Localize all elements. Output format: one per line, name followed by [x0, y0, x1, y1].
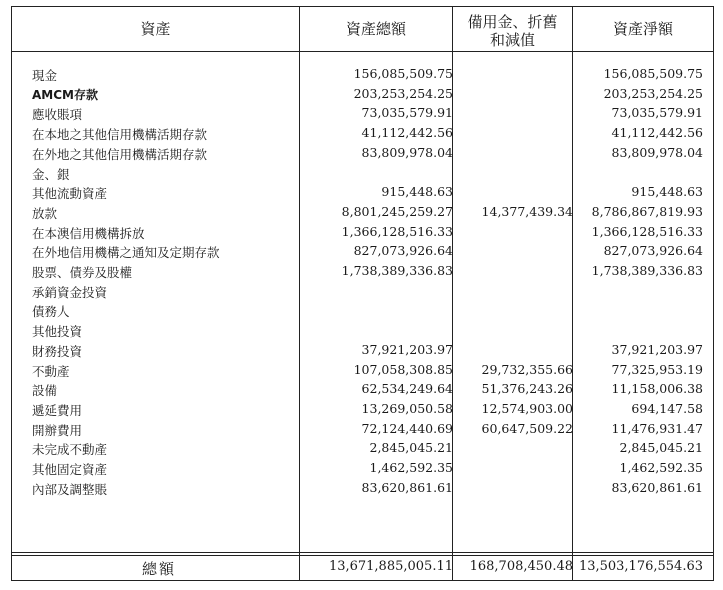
- row-total-assets: 83,809,978.04: [361, 144, 453, 160]
- table-row: [12, 301, 713, 321]
- table-row: [12, 262, 713, 282]
- row-total-assets: 13,269,050.58: [361, 400, 453, 416]
- row-total-assets: 83,620,861.61: [361, 479, 453, 495]
- row-net-assets: 73,035,579.91: [611, 105, 703, 121]
- row-label: 應收賬項: [32, 107, 83, 123]
- row-net-assets: 41,112,442.56: [611, 125, 703, 141]
- row-total-assets: 41,112,442.56: [361, 125, 453, 141]
- row-net-assets: 1,462,592.35: [619, 460, 703, 475]
- row-label: 在外地之其他信用機構活期存款: [32, 146, 208, 162]
- table-row: [12, 282, 713, 302]
- row-label: 遞延費用: [32, 402, 83, 418]
- row-total-assets: 2,845,045.21: [369, 440, 453, 456]
- row-label: 其他流動資產: [32, 186, 108, 202]
- table-row: [12, 380, 713, 400]
- row-net-assets: 83,620,861.61: [611, 479, 703, 495]
- row-total-assets: 1,366,128,516.33: [341, 223, 453, 239]
- table-row: [12, 65, 713, 85]
- table-row: [12, 124, 713, 144]
- row-label: 其他固定資產: [32, 462, 108, 477]
- table-row: [12, 183, 713, 203]
- table-row: [12, 341, 713, 361]
- row-label: 不動產: [32, 363, 70, 379]
- row-total-assets: 1,462,592.35: [369, 460, 453, 475]
- table-row: [12, 85, 713, 105]
- row-label: 未完成不動產: [32, 442, 108, 458]
- row-net-assets: 827,073,926.64: [603, 243, 703, 259]
- row-label: 在本澳信用機構拆放: [32, 225, 145, 241]
- table-row: [12, 400, 713, 420]
- row-net-assets: 11,158,006.38: [611, 381, 703, 397]
- row-label: 現金: [32, 68, 58, 83]
- total-row: [12, 555, 713, 580]
- row-label: 在外地信用機構之通知及定期存款: [32, 245, 220, 261]
- total-net-sum: 13,503,176,554.63: [578, 559, 703, 574]
- row-net-assets: 37,921,203.97: [611, 341, 703, 357]
- total-label: 總額: [142, 560, 177, 578]
- row-label: 開辦費用: [32, 422, 83, 438]
- total-provision-sum: 168,708,450.48: [469, 559, 573, 574]
- header-asset: 資產: [140, 20, 171, 38]
- row-total-assets: 62,534,249.64: [361, 381, 453, 397]
- row-net-assets: 915,448.63: [631, 184, 703, 200]
- row-total-assets: 203,253,254.25: [353, 85, 453, 101]
- row-provision: 14,377,439.34: [481, 203, 573, 219]
- table-row: [12, 242, 713, 262]
- row-provision: 29,732,355.66: [481, 361, 573, 377]
- row-total-assets: 915,448.63: [381, 184, 453, 200]
- table-row: [12, 459, 713, 479]
- row-net-assets: 2,845,045.21: [619, 440, 703, 456]
- table-row: [12, 203, 713, 223]
- header-net-assets: 資產淨額: [612, 20, 673, 38]
- row-net-assets: 77,325,953.19: [611, 361, 703, 377]
- row-label: 債務人: [32, 304, 70, 320]
- row-provision: 51,376,243.26: [481, 381, 573, 397]
- row-label: 在本地之其他信用機構活期存款: [32, 127, 208, 143]
- row-label: 股票、債券及股權: [32, 265, 133, 280]
- row-total-assets: 156,085,509.75: [353, 66, 453, 81]
- table-row: [12, 223, 713, 243]
- row-net-assets: 8,786,867,819.93: [591, 203, 703, 219]
- table-row: [12, 361, 713, 381]
- row-label: 承銷資金投資: [32, 284, 108, 300]
- header-provision-line2: 和減值: [489, 31, 535, 49]
- table-row: [12, 420, 713, 440]
- row-net-assets: 83,809,978.04: [611, 144, 703, 160]
- balance-sheet-table: [11, 6, 714, 581]
- row-net-assets: 1,366,128,516.33: [591, 223, 703, 239]
- header-rule: [12, 51, 713, 52]
- row-label: 其他投資: [32, 324, 83, 340]
- row-label: 內部及調整賬: [32, 481, 108, 497]
- row-total-assets: 73,035,579.91: [361, 105, 453, 121]
- row-label: AMCM存款: [32, 87, 98, 102]
- table-row: [12, 479, 713, 499]
- header-provision-line1: 備用金、折舊: [467, 13, 558, 31]
- row-net-assets: 11,476,931.47: [611, 420, 703, 436]
- row-total-assets: 37,921,203.97: [361, 341, 453, 357]
- row-net-assets: 694,147.58: [631, 400, 703, 416]
- row-label: 放款: [32, 205, 58, 221]
- row-label: 財務投資: [32, 343, 83, 359]
- row-net-assets: 156,085,509.75: [603, 66, 703, 81]
- table-row: [12, 104, 713, 124]
- table-row: [12, 164, 713, 184]
- header-provision: [453, 7, 572, 53]
- row-provision: 60,647,509.22: [481, 420, 573, 436]
- total-rule-top: [12, 552, 713, 553]
- table-row: [12, 321, 713, 341]
- row-net-assets: 203,253,254.25: [603, 85, 703, 101]
- table-row: [12, 144, 713, 164]
- table-row: [12, 439, 713, 459]
- row-label: 金、銀: [32, 166, 70, 182]
- row-total-assets: 1,738,389,336.83: [341, 263, 453, 278]
- total-assets-sum: 13,671,885,005.11: [328, 559, 453, 574]
- row-total-assets: 8,801,245,259.27: [341, 203, 453, 219]
- row-net-assets: 1,738,389,336.83: [591, 263, 703, 278]
- row-total-assets: 827,073,926.64: [353, 243, 453, 259]
- row-total-assets: 72,124,440.69: [361, 420, 453, 436]
- row-total-assets: 107,058,308.85: [353, 361, 453, 377]
- header-total-assets: 資產總額: [345, 20, 406, 38]
- row-label: 設備: [32, 383, 58, 399]
- row-provision: 12,574,903.00: [481, 400, 573, 416]
